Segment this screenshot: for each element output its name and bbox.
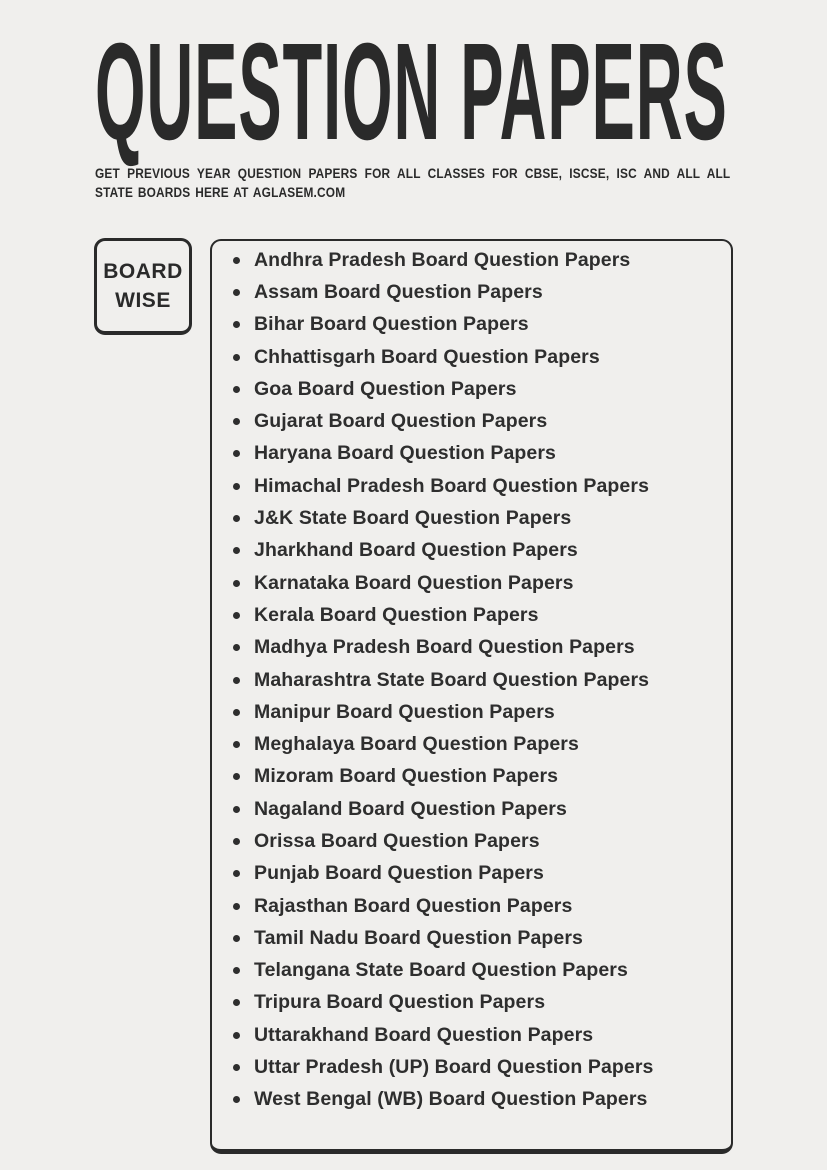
board-list-item[interactable]: West Bengal (WB) Board Question Papers bbox=[212, 1084, 723, 1116]
board-list-item[interactable]: Uttarakhand Board Question Papers bbox=[212, 1019, 723, 1051]
board-list-item[interactable]: J&K State Board Question Papers bbox=[212, 502, 723, 534]
board-list-item[interactable]: Maharashtra State Board Question Papers bbox=[212, 664, 723, 696]
board-list-item[interactable]: Punjab Board Question Papers bbox=[212, 858, 723, 890]
board-list-item[interactable]: Telangana State Board Question Papers bbox=[212, 955, 723, 987]
board-list-item[interactable]: Gujarat Board Question Papers bbox=[212, 405, 723, 437]
board-list-item[interactable]: Assam Board Question Papers bbox=[212, 276, 723, 308]
board-list-item[interactable]: Madhya Pradesh Board Question Papers bbox=[212, 632, 723, 664]
board-list-item[interactable]: Andhra Pradesh Board Question Papers bbox=[212, 244, 723, 276]
board-list-item[interactable]: Karnataka Board Question Papers bbox=[212, 567, 723, 599]
board-list-item[interactable]: Rajasthan Board Question Papers bbox=[212, 890, 723, 922]
board-wise-label-line2: WISE bbox=[115, 289, 171, 312]
board-list-item[interactable]: Goa Board Question Papers bbox=[212, 373, 723, 405]
board-wise-tab bbox=[94, 238, 192, 335]
board-list-item[interactable]: Chhattisgarh Board Question Papers bbox=[212, 341, 723, 373]
board-list-item[interactable]: Orissa Board Question Papers bbox=[212, 825, 723, 857]
page-subtitle bbox=[95, 165, 730, 202]
subtitle-line-1: GET PREVIOUS YEAR QUESTION PAPERS FOR ALL CLASSES FOR CBSE, ISCSE, ISC AND ALL ALL bbox=[95, 166, 731, 181]
board-list-item[interactable]: Manipur Board Question Papers bbox=[212, 696, 723, 728]
board-list-item[interactable]: Jharkhand Board Question Papers bbox=[212, 535, 723, 567]
board-wise-label-line1: BOARD bbox=[103, 260, 183, 283]
board-list-item[interactable]: Haryana Board Question Papers bbox=[212, 438, 723, 470]
board-list-item[interactable]: Bihar Board Question Papers bbox=[212, 309, 723, 341]
board-list-item[interactable]: Himachal Pradesh Board Question Papers bbox=[212, 470, 723, 502]
board-list-item[interactable]: Tripura Board Question Papers bbox=[212, 987, 723, 1019]
board-list-item[interactable]: Kerala Board Question Papers bbox=[212, 599, 723, 631]
board-list-item[interactable]: Uttar Pradesh (UP) Board Question Papers bbox=[212, 1051, 723, 1083]
page-title: QUESTION PAPERS bbox=[95, 15, 728, 169]
board-list-item[interactable]: Meghalaya Board Question Papers bbox=[212, 728, 723, 760]
subtitle-line-2: STATE BOARDS HERE AT AGLASEM.COM bbox=[95, 184, 346, 200]
board-list-item[interactable]: Nagaland Board Question Papers bbox=[212, 793, 723, 825]
board-list-panel bbox=[210, 239, 733, 1154]
board-list-item[interactable]: Mizoram Board Question Papers bbox=[212, 761, 723, 793]
board-list-item[interactable]: Tamil Nadu Board Question Papers bbox=[212, 922, 723, 954]
board-list bbox=[212, 241, 731, 1116]
